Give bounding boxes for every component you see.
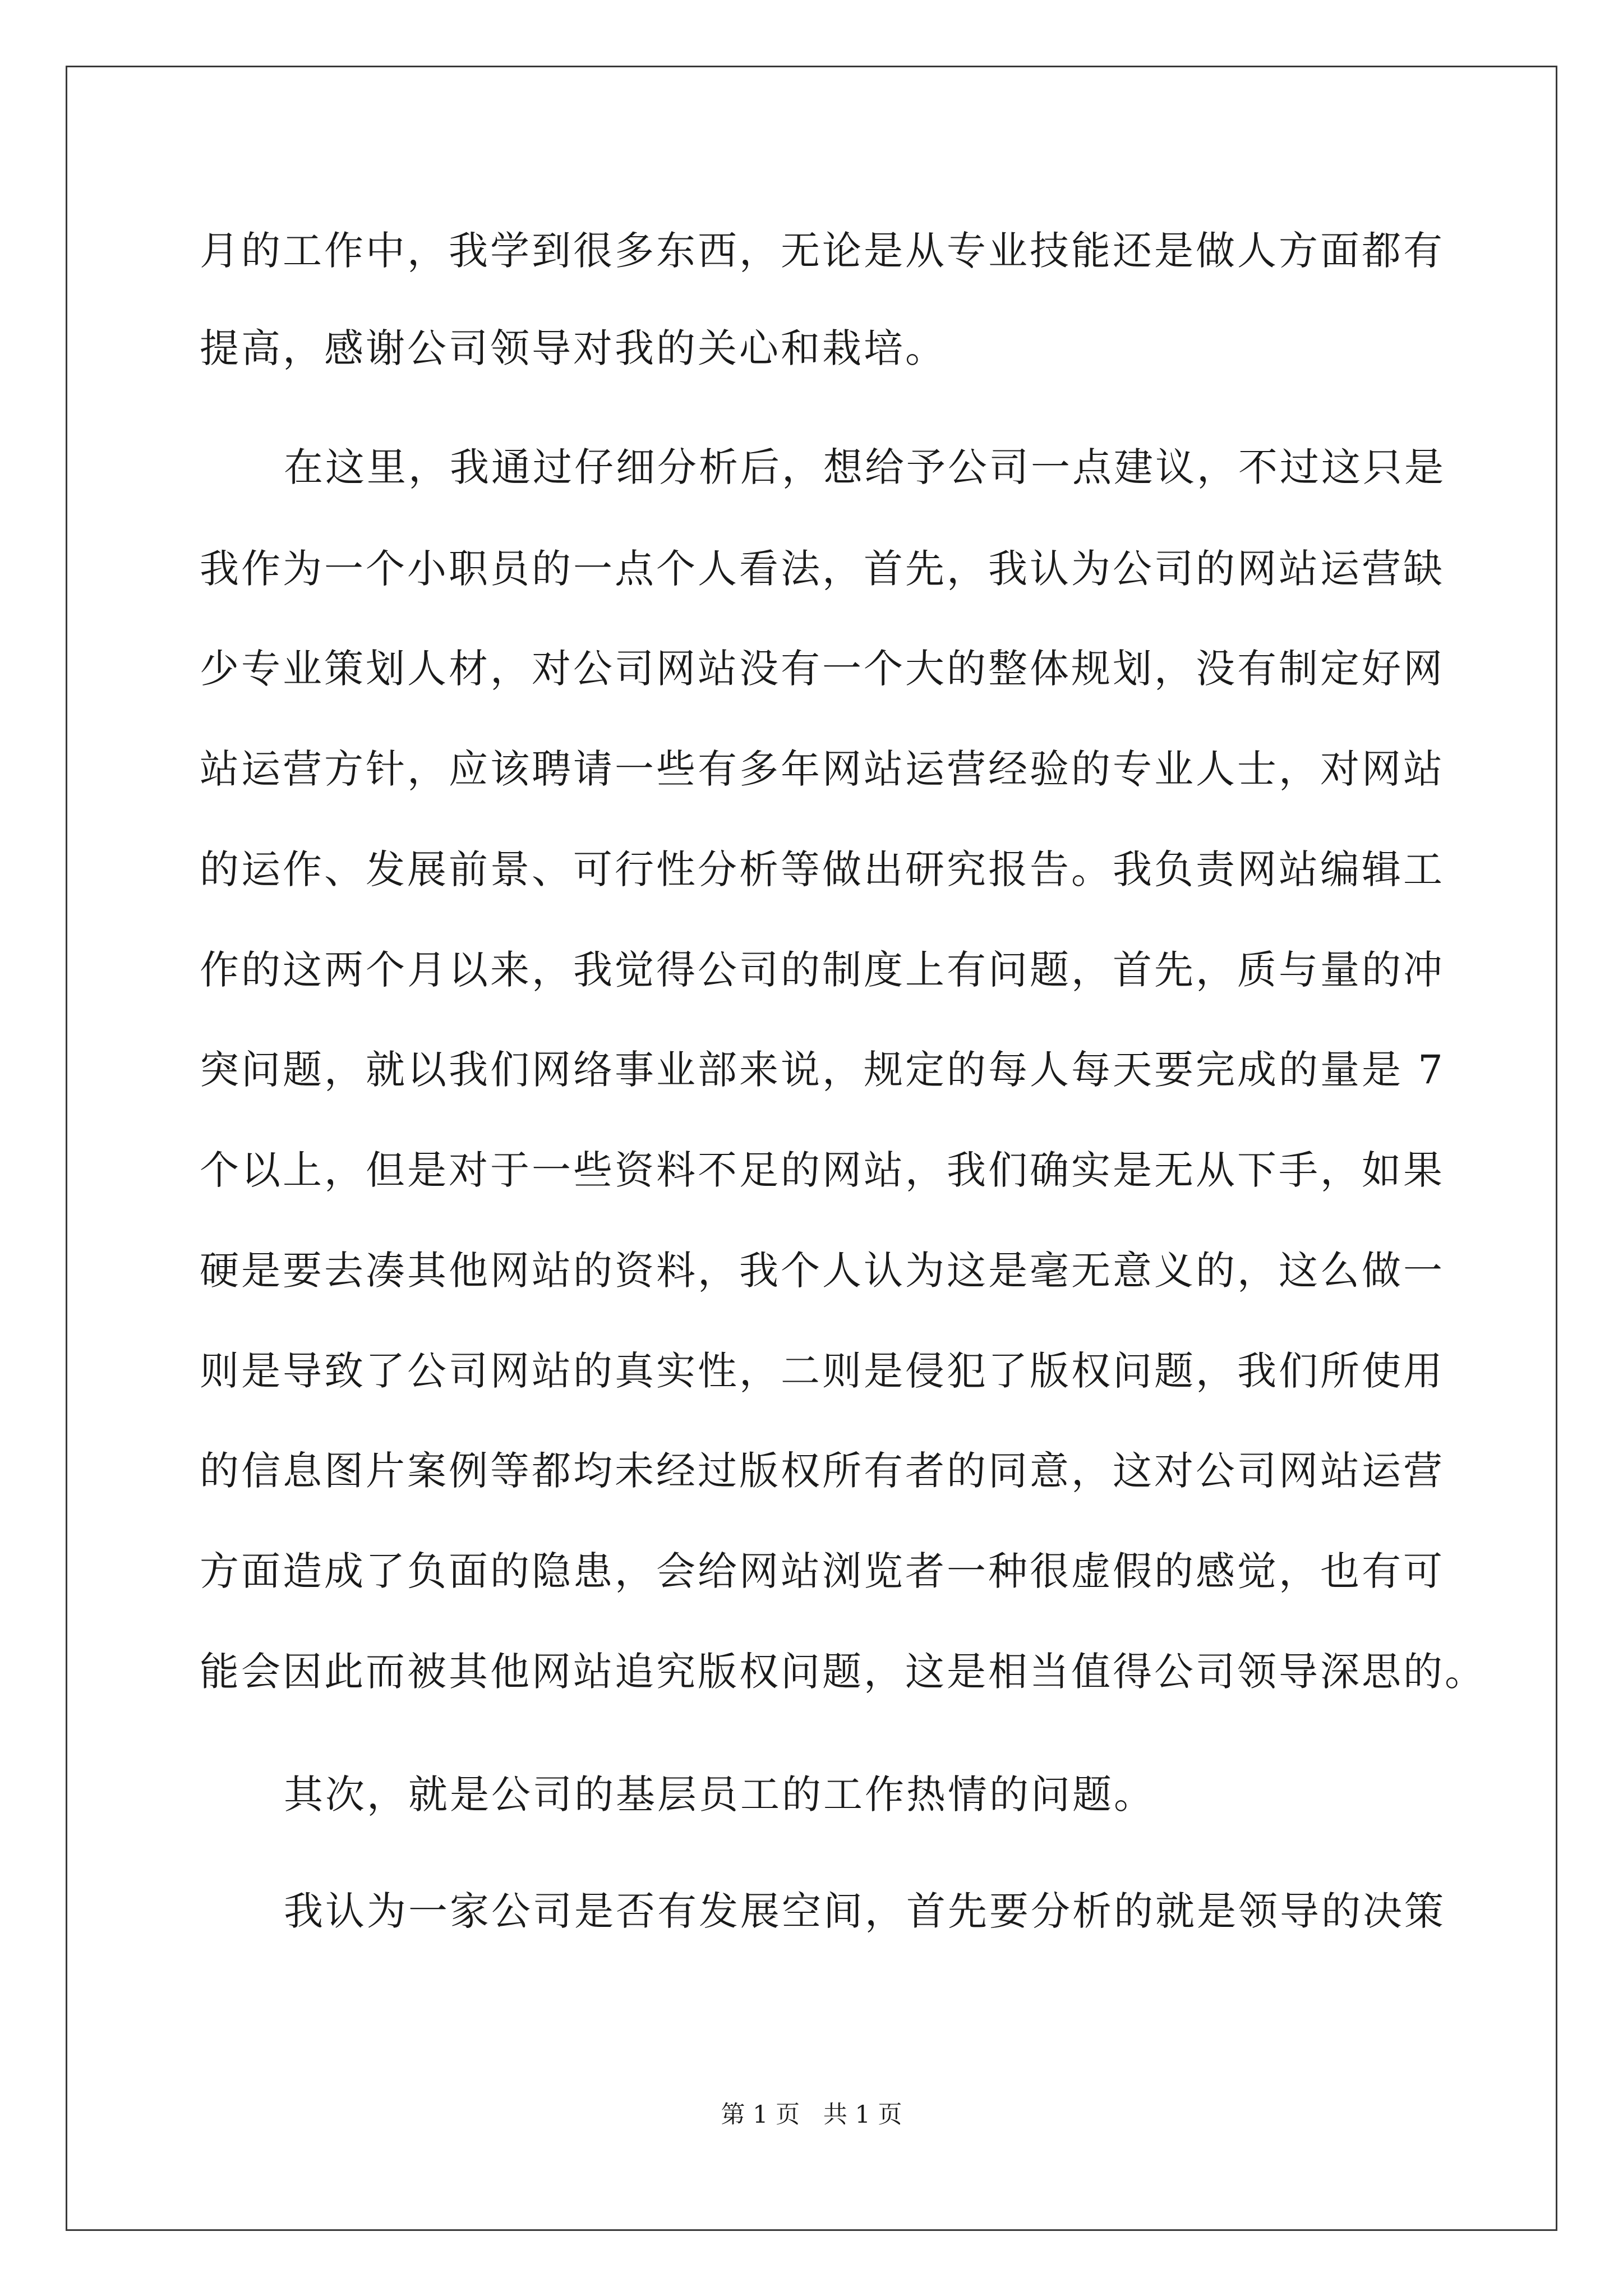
page-footer: [0, 2099, 1623, 2131]
paragraph-start-line: 其次，就是公司的基层员工的工作热情的问题。: [284, 1772, 1155, 1818]
paragraph-start-line: 在这里，我通过仔细分析后，想给予公司一点建议，不过这只是: [284, 444, 1446, 490]
text-line: 方面造成了负面的隐患，会给网站浏览者一种很虚假的感觉，也有可: [200, 1548, 1445, 1594]
text-line: 突问题，就以我们网络事业部来说，规定的每人每天要完成的量是 7: [200, 1047, 1445, 1093]
text-line: 作的这两个月以来，我觉得公司的制度上有问题，首先，质与量的冲: [200, 947, 1445, 993]
text-line: 月的工作中，我学到很多东西，无论是从专业技能还是做人方面都有: [200, 228, 1445, 274]
text-line: 提高，感谢公司领导对我的关心和栽培。: [200, 325, 947, 371]
text-line: 则是导致了公司网站的真实性，二则是侵犯了版权问题，我们所使用: [200, 1348, 1445, 1394]
text-line: 我作为一个小职员的一点个人看法，首先，我认为公司的网站运营缺: [200, 546, 1445, 592]
text-line: 个以上，但是对于一些资料不足的网站，我们确实是无从下手，如果: [200, 1147, 1445, 1193]
text-line: 硬是要去凑其他网站的资料，我个人认为这是毫无意义的，这么做一: [200, 1248, 1445, 1294]
text-line: 的信息图片案例等都均未经过版权所有者的同意，这对公司网站运营: [200, 1448, 1445, 1494]
text-line: 能会因此而被其他网站追究版权问题，这是相当值得公司领导深思的。: [200, 1649, 1486, 1695]
text-line: 的运作、发展前景、可行性分析等做出研究报告。我负责网站编辑工: [200, 846, 1445, 892]
text-line: 站运营方针，应该聘请一些有多年网站运营经验的专业人士，对网站: [200, 746, 1445, 792]
page-number: 第 1 页: [721, 2101, 800, 2129]
page-total: 共 1 页: [823, 2101, 902, 2129]
paragraph-start-line: 我认为一家公司是否有发展空间，首先要分析的就是领导的决策: [284, 1888, 1446, 1934]
text-line: 少专业策划人材，对公司网站没有一个大的整体规划，没有制定好网: [200, 646, 1445, 692]
